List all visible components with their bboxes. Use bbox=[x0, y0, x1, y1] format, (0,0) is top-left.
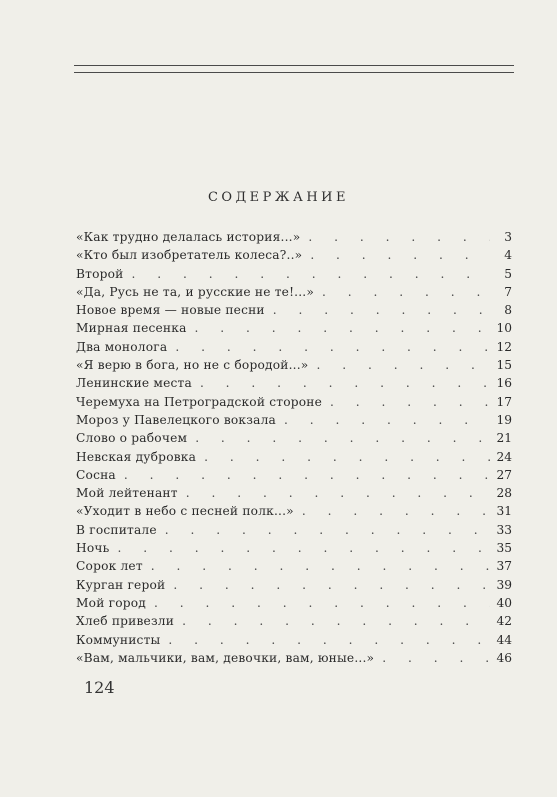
toc-entry-page: 8 bbox=[504, 303, 512, 318]
toc-entry bbox=[76, 448, 512, 466]
page-number: 124 bbox=[84, 678, 115, 697]
toc-entry-page: 12 bbox=[496, 339, 512, 354]
toc-leader-dots bbox=[265, 301, 490, 319]
toc-leader-dots bbox=[146, 594, 490, 612]
toc-entry-page: 27 bbox=[496, 467, 512, 482]
toc-entry bbox=[76, 338, 512, 356]
toc-entry-page: 5 bbox=[504, 266, 512, 281]
toc-entry-title: Мой лейтенант bbox=[76, 486, 178, 501]
toc-leader-dots bbox=[196, 448, 490, 466]
toc-entry bbox=[76, 594, 512, 612]
toc-entry bbox=[76, 521, 512, 539]
toc-entry-page: 28 bbox=[496, 486, 512, 501]
toc-leader-dots bbox=[187, 429, 490, 447]
toc-entry-page: 7 bbox=[504, 284, 512, 299]
toc-entry-page: 21 bbox=[496, 431, 512, 446]
toc-entry-page: 42 bbox=[496, 614, 512, 629]
toc-entry-page: 24 bbox=[496, 449, 512, 464]
toc-leader-dots bbox=[178, 484, 490, 502]
toc-leader-dots bbox=[157, 521, 490, 539]
toc-entry-page: 35 bbox=[496, 541, 512, 556]
toc-leader-dots bbox=[308, 356, 490, 374]
toc-entry-title: Два монолога bbox=[76, 339, 168, 354]
toc-entry-page: 44 bbox=[496, 632, 512, 647]
toc-entry-title: «Вам, мальчики, вам, девочки, вам, юные...» bbox=[76, 650, 375, 665]
toc-entry-title: Курган герой bbox=[76, 577, 166, 592]
toc-entry-page: 31 bbox=[496, 504, 512, 519]
toc-entry bbox=[76, 393, 512, 411]
toc-entry-title: Ночь bbox=[76, 541, 110, 556]
toc-entry bbox=[76, 301, 512, 319]
toc-entry-title: Мирная песенка bbox=[76, 321, 187, 336]
toc-entry bbox=[76, 612, 512, 630]
toc-entry-title: «Кто был изобретатель колеса?..» bbox=[76, 248, 303, 263]
toc-leader-dots bbox=[302, 246, 490, 264]
toc-leader-dots bbox=[167, 338, 490, 356]
toc-entry bbox=[76, 319, 512, 337]
toc-entry bbox=[76, 429, 512, 447]
toc-leader-dots bbox=[116, 466, 490, 484]
toc-entry-title: Сорок лет bbox=[76, 559, 143, 574]
toc-leader-dots bbox=[314, 283, 490, 301]
toc-entry-title: Коммунисты bbox=[76, 632, 161, 647]
toc-entry-title: «Как трудно делалась история...» bbox=[76, 230, 301, 244]
toc-entry-page: 15 bbox=[496, 358, 512, 373]
contents-heading: СОДЕРЖАНИЕ bbox=[207, 190, 350, 205]
toc-entry-page: 10 bbox=[496, 321, 512, 336]
toc-entry bbox=[76, 283, 512, 301]
toc-entry-page: 16 bbox=[496, 376, 512, 391]
toc-entry bbox=[76, 356, 512, 374]
toc-entry bbox=[76, 502, 512, 520]
toc-entry-title: Мороз у Павелецкого вокзала bbox=[76, 412, 276, 427]
toc-entry-title: «Я верю в бога, но не с бородой...» bbox=[76, 358, 309, 373]
toc-leader-dots bbox=[187, 319, 490, 337]
toc-entry-title: Слово о рабочем bbox=[76, 431, 188, 446]
toc-entry bbox=[76, 466, 512, 484]
toc-entry bbox=[76, 246, 512, 264]
toc-leader-dots bbox=[192, 374, 490, 392]
toc-entry-title: «Да, Русь не та, и русские не те!...» bbox=[76, 284, 315, 299]
toc-entry bbox=[76, 374, 512, 392]
toc-entry bbox=[76, 411, 512, 429]
toc-leader-dots bbox=[160, 631, 490, 649]
toc-entry bbox=[76, 649, 512, 667]
toc-entry bbox=[76, 557, 512, 575]
toc-entry-title: В госпитале bbox=[76, 522, 157, 537]
table-of-contents bbox=[76, 228, 512, 667]
toc-entry-title: Черемуха на Петроградской стороне bbox=[76, 394, 323, 409]
toc-entry bbox=[76, 228, 512, 246]
toc-entry-title: Невская дубровка bbox=[76, 449, 197, 464]
toc-entry-page: 46 bbox=[496, 650, 512, 665]
toc-leader-dots bbox=[143, 557, 490, 575]
toc-entry-title: Ленинские места bbox=[76, 376, 192, 391]
toc-entry bbox=[76, 631, 512, 649]
toc-leader-dots bbox=[322, 393, 490, 411]
toc-entry-title: Мой город bbox=[76, 595, 146, 610]
toc-entry bbox=[76, 576, 512, 594]
toc-leader-dots bbox=[276, 411, 490, 429]
toc-entry-page: 37 bbox=[496, 559, 512, 574]
toc-entry-page: 4 bbox=[504, 248, 512, 263]
toc-leader-dots bbox=[124, 265, 491, 283]
toc-entry-page: 40 bbox=[496, 595, 512, 610]
toc-entry-page: 17 bbox=[496, 394, 512, 409]
toc-leader-dots bbox=[374, 649, 490, 667]
toc-entry-title: Второй bbox=[76, 266, 124, 281]
toc-entry-title: Хлеб привезли bbox=[76, 614, 175, 629]
toc-leader-dots bbox=[165, 576, 490, 594]
toc-entry-title: «Уходит в небо с песней полк...» bbox=[76, 504, 294, 519]
toc-leader-dots bbox=[109, 539, 490, 557]
top-rule bbox=[74, 65, 514, 66]
toc-entry bbox=[76, 539, 512, 557]
toc-entry-page: 39 bbox=[496, 577, 512, 592]
top-rule-second bbox=[74, 72, 514, 73]
toc-entry bbox=[76, 484, 512, 502]
toc-entry-title: Новое время — новые песни bbox=[76, 303, 265, 318]
toc-leader-dots bbox=[294, 502, 490, 520]
toc-entry-page: 19 bbox=[496, 412, 512, 427]
toc-entry-page: 3 bbox=[504, 230, 512, 244]
toc-entry-title: Сосна bbox=[76, 467, 116, 482]
toc-leader-dots bbox=[300, 228, 490, 246]
toc-leader-dots bbox=[174, 612, 490, 630]
toc-entry-page: 33 bbox=[496, 522, 512, 537]
toc-entry bbox=[76, 265, 512, 283]
